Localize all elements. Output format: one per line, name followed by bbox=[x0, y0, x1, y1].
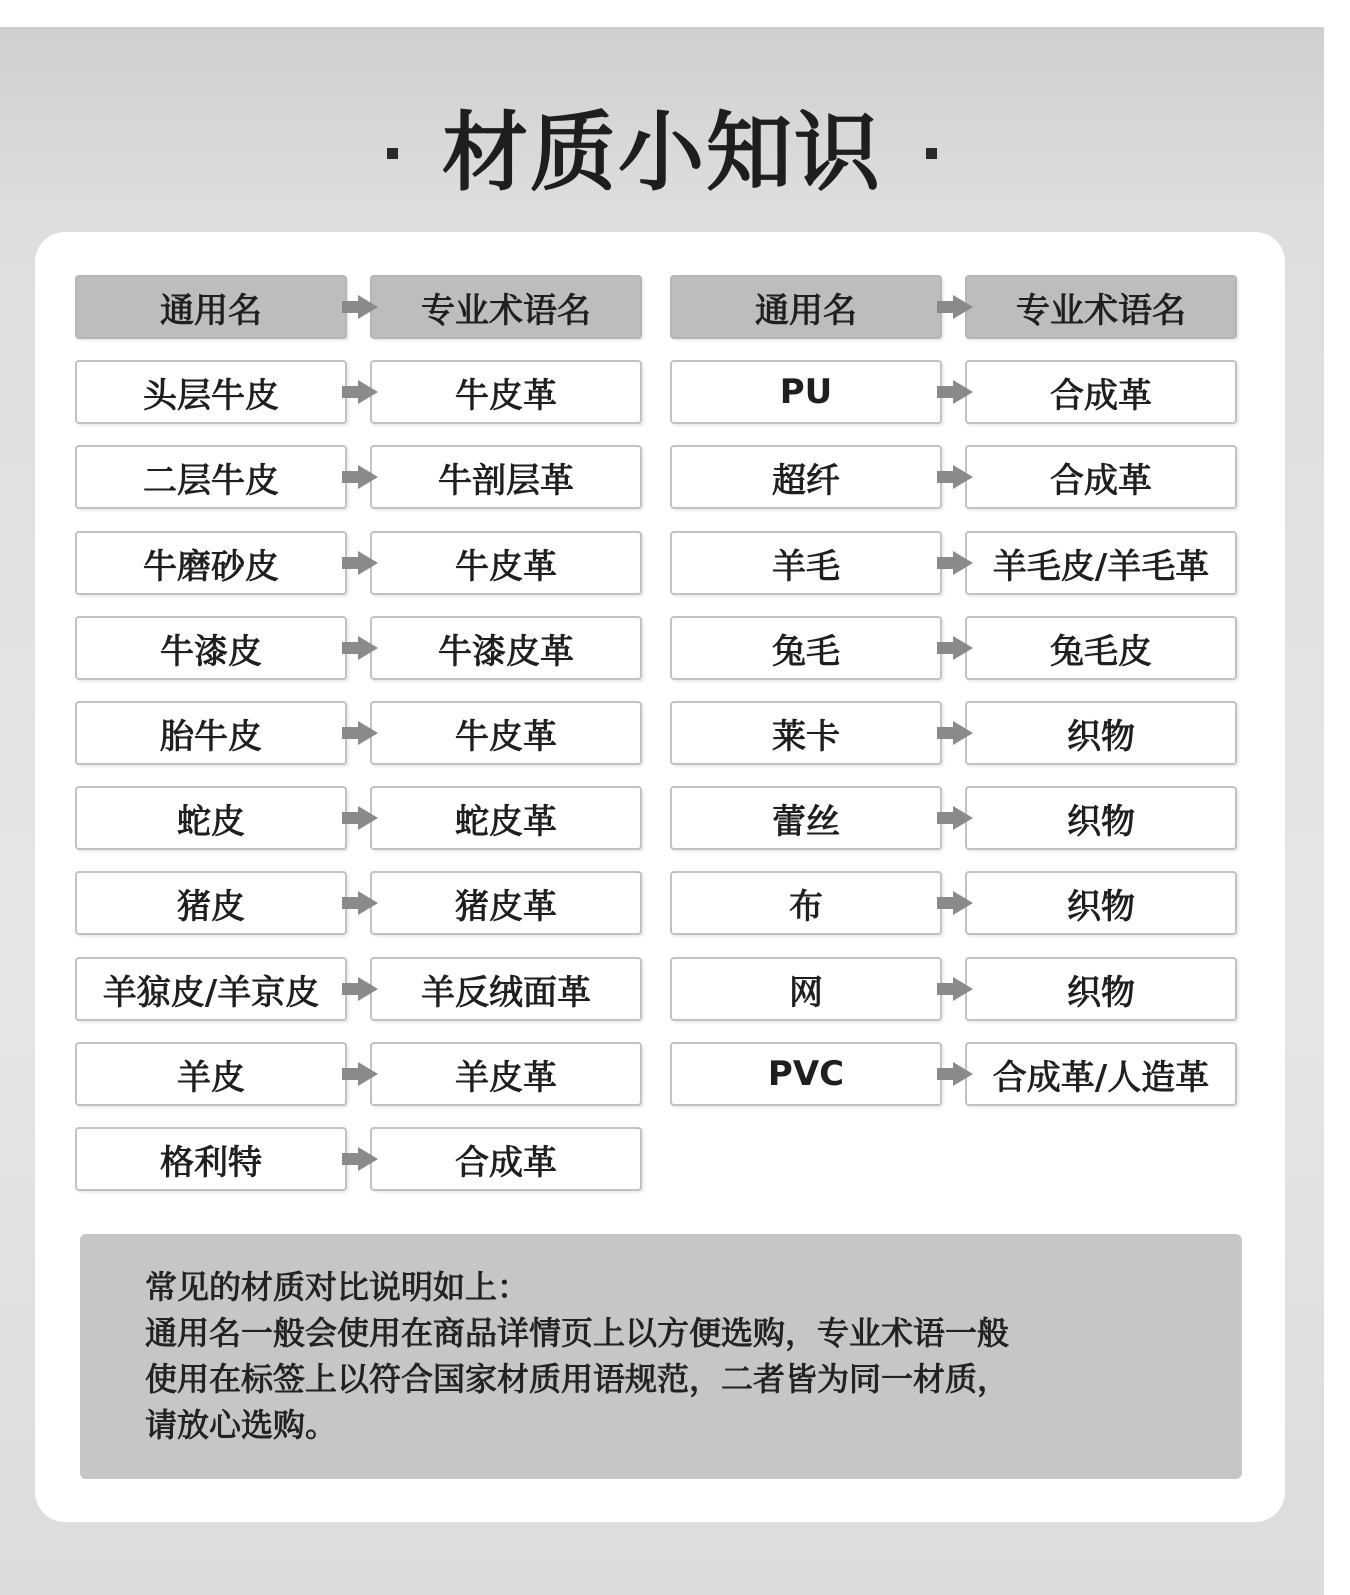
right-arrow-icon bbox=[342, 295, 378, 319]
right-arrow-icon bbox=[937, 636, 973, 660]
common-name-cell: 蕾丝 bbox=[670, 786, 942, 850]
right-arrow-icon bbox=[342, 380, 378, 404]
technical-name-cell: 合成革 bbox=[965, 360, 1237, 424]
technical-name-cell: 合成革/人造革 bbox=[965, 1042, 1237, 1106]
technical-name-cell: 牛皮革 bbox=[370, 701, 642, 765]
right-arrow-icon bbox=[342, 551, 378, 575]
header-technical-name: 专业术语名 bbox=[965, 275, 1237, 339]
common-name-cell: 蛇皮 bbox=[75, 786, 347, 850]
right-arrow-icon bbox=[937, 977, 973, 1001]
note-line: 常见的材质对比说明如上： bbox=[145, 1268, 530, 1306]
technical-name-cell: 织物 bbox=[965, 957, 1237, 1021]
technical-name-cell: 牛皮革 bbox=[370, 360, 642, 424]
common-name-cell: 羊皮 bbox=[75, 1042, 347, 1106]
technical-name-cell: 牛漆皮革 bbox=[370, 616, 642, 680]
material-card bbox=[35, 232, 1285, 1522]
note-line: 使用在标签上以符合国家材质用语规范，二者皆为同一材质， bbox=[145, 1360, 1010, 1398]
common-name-cell: 牛磨砂皮 bbox=[75, 531, 347, 595]
technical-name-cell: 猪皮革 bbox=[370, 871, 642, 935]
title-dot-left bbox=[387, 148, 398, 159]
common-name-cell: 网 bbox=[670, 957, 942, 1021]
right-arrow-icon bbox=[937, 721, 973, 745]
header-common-name: 通用名 bbox=[670, 275, 942, 339]
right-arrow-icon bbox=[937, 806, 973, 830]
right-arrow-icon bbox=[937, 465, 973, 489]
common-name-cell: 头层牛皮 bbox=[75, 360, 347, 424]
right-arrow-icon bbox=[342, 465, 378, 489]
right-arrow-icon bbox=[937, 295, 973, 319]
common-name-cell: PU bbox=[670, 360, 942, 424]
technical-name-cell: 织物 bbox=[965, 871, 1237, 935]
technical-name-cell: 牛皮革 bbox=[370, 531, 642, 595]
common-name-cell: 超纤 bbox=[670, 445, 942, 509]
common-name-cell: 胎牛皮 bbox=[75, 701, 347, 765]
note-line: 通用名一般会使用在商品详情页上以方便选购，专业术语一般 bbox=[145, 1314, 1010, 1352]
technical-name-cell: 兔毛皮 bbox=[965, 616, 1237, 680]
right-arrow-icon bbox=[937, 891, 973, 915]
technical-name-cell: 织物 bbox=[965, 701, 1237, 765]
note-box bbox=[80, 1234, 1242, 1479]
right-arrow-icon bbox=[342, 636, 378, 660]
title-text: 材质小知识 bbox=[442, 103, 882, 203]
title-dot-right bbox=[926, 148, 937, 159]
right-arrow-icon bbox=[342, 806, 378, 830]
common-name-cell: 牛漆皮 bbox=[75, 616, 347, 680]
common-name-cell: 羊毛 bbox=[670, 531, 942, 595]
technical-name-cell: 蛇皮革 bbox=[370, 786, 642, 850]
right-arrow-icon bbox=[342, 891, 378, 915]
right-arrow-icon bbox=[937, 380, 973, 404]
note-line: 请放心选购。 bbox=[145, 1406, 338, 1444]
right-arrow-icon bbox=[342, 721, 378, 745]
common-name-cell: 布 bbox=[670, 871, 942, 935]
common-name-cell: 二层牛皮 bbox=[75, 445, 347, 509]
right-arrow-icon bbox=[937, 1062, 973, 1086]
technical-name-cell: 羊毛皮/羊毛革 bbox=[965, 531, 1237, 595]
technical-name-cell: 牛剖层革 bbox=[370, 445, 642, 509]
common-name-cell: PVC bbox=[670, 1042, 942, 1106]
right-arrow-icon bbox=[342, 1062, 378, 1086]
right-arrow-icon bbox=[342, 1147, 378, 1171]
technical-name-cell: 合成革 bbox=[965, 445, 1237, 509]
common-name-cell: 兔毛 bbox=[670, 616, 942, 680]
technical-name-cell: 织物 bbox=[965, 786, 1237, 850]
right-arrow-icon bbox=[342, 977, 378, 1001]
page-title bbox=[0, 90, 1324, 203]
technical-name-cell: 羊反绒面革 bbox=[370, 957, 642, 1021]
technical-name-cell: 合成革 bbox=[370, 1127, 642, 1191]
technical-name-cell: 羊皮革 bbox=[370, 1042, 642, 1106]
header-technical-name: 专业术语名 bbox=[370, 275, 642, 339]
right-arrow-icon bbox=[937, 551, 973, 575]
common-name-cell: 羊猄皮/羊京皮 bbox=[75, 957, 347, 1021]
header-common-name: 通用名 bbox=[75, 275, 347, 339]
common-name-cell: 莱卡 bbox=[670, 701, 942, 765]
common-name-cell: 猪皮 bbox=[75, 871, 347, 935]
common-name-cell: 格利特 bbox=[75, 1127, 347, 1191]
